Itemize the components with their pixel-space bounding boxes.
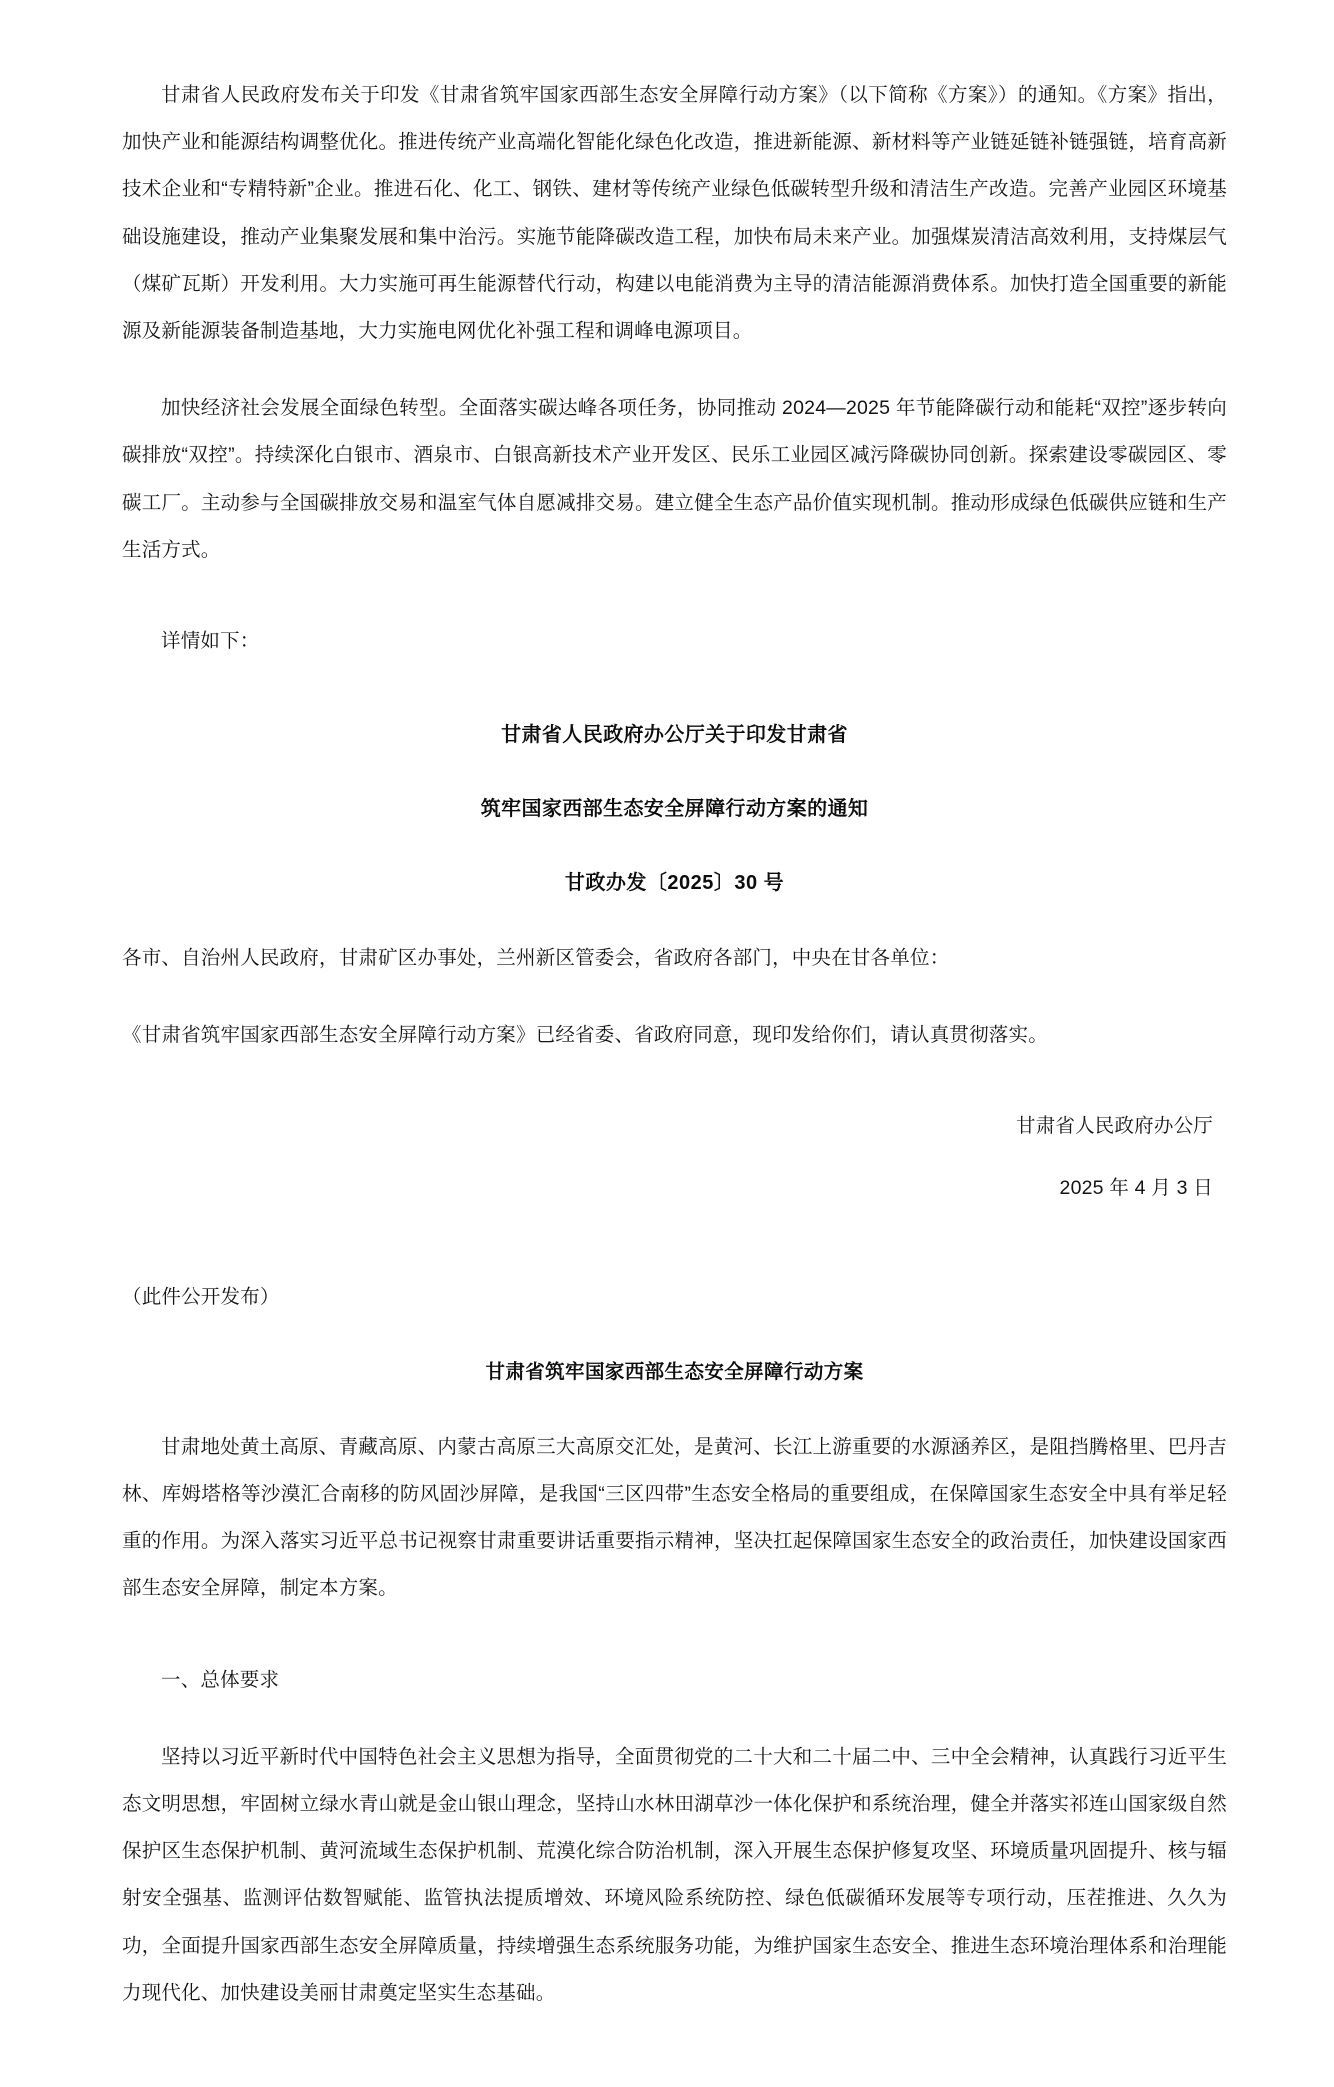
document-title-line-1: 甘肃省人民政府办公厅关于印发甘肃省 — [501, 724, 848, 747]
spacer — [122, 1212, 1227, 1274]
spacer — [122, 1394, 1227, 1424]
plan-title: 甘肃省筑牢国家西部生态安全屏障行动方案 — [485, 1361, 864, 1383]
signature-organization: 甘肃省人民政府办公厅 — [1015, 1115, 1213, 1138]
spacer — [122, 604, 1227, 618]
spacer — [122, 757, 1227, 787]
document-number: 甘政办发〔2025〕30 号 — [564, 872, 785, 895]
spacer — [122, 905, 1227, 935]
document-title-line-2: 筑牢国家西部生态安全屏障行动方案的通知 — [480, 798, 869, 821]
intro-paragraph-1: 甘肃省人民政府发布关于印发《甘肃省筑牢国家西部生态安全屏障行动方案》（以下简称《方案》）的通知。《方案》指出，加快产业和能源结构调整优化。推进传统产业高端化智能化绿色化改造，推进新能源、新材料等产业链延链补链强链，培育高新技术企业和“专精特新”企业。推进石化、化工、钢铁、建材等传统产业绿色低碳转型升级和清洁生产改造。完善产业园区环境基础设施建设，推动产业集聚发展和集中治污。实施节能降碳改造工程，加快布局未来产业。加强煤炭清洁高效利用，支持煤层气（煤矿瓦斯）开发利用。大力实施可再生能源替代行动，构建以电能消费为主导的清洁能源消费体系。加快打造全国重要的新能源及新能源装备制造基地，大力实施电网优化补强工程和调峰电源项目。 — [122, 84, 1227, 342]
details-label: 详情如下： — [161, 629, 260, 652]
spacer — [122, 1704, 1227, 1734]
document-body — [122, 72, 1227, 2017]
spacer — [122, 1643, 1227, 1657]
section-one-body: 坚持以习近平新时代中国特色社会主义思想为指导，全面贯彻党的二十大和二十届二中、三中全会精神，认真践行习近平生态文明思想，牢固树立绿水青山就是金山银山理念，坚持山水林田湖草沙一体化保护和系统治理，健全并落实祁连山国家级自然保护区生态保护机制、黄河流域生态保护机制、荒漠化综合防治机制，深入开展生态保护修复攻坚、环境质量巩固提升、核与辐射安全强基、监测评估数智赋能、监管执法提质增效、环境风险系统防控、绿色低碳循环发展等专项行动，压茬推进、久久为功，全面提升国家西部生态安全屏障质量，持续增强生态系统服务功能，为维护国家生态安全、推进生态环境治理体系和治理能力现代化、加快建设美丽甘肃奠定坚实生态基础。 — [122, 1745, 1227, 2004]
public-release-note: （此件公开发布） — [122, 1285, 280, 1308]
signature-date: 2025 年 4 月 3 日 — [1059, 1176, 1213, 1199]
intro-paragraph-2: 加快经济社会发展全面绿色转型。全面落实碳达峰各项任务，协同推动 2024—2025 年节能降碳行动和能耗“双控”逐步转向碳排放“双控”。持续深化白银市、酒泉市、白银高新技术产业开发区、民乐工业园区减污降碳协同创新。探索建设零碳园区、零碳工厂。主动参与全国碳排放交易和温室气体自愿减排交易。建立健全生态产品价值实现机制。推动形成绿色低碳供应链和生产生活方式。 — [122, 397, 1227, 561]
spacer — [122, 683, 1227, 713]
spacer — [122, 1321, 1227, 1351]
spacer — [122, 1089, 1227, 1103]
spacer — [122, 1151, 1227, 1165]
plan-introduction: 甘肃地处黄土高原、青藏高原、内蒙古高原三大高原交汇处，是黄河、长江上游重要的水源涵养区，是阻挡腾格里、巴丹吉林、库姆塔格等沙漠汇合南移的防风固沙屏障，是我国“三区四带”生态安全格局的重要组成，在保障国家生态安全中具有举足轻重的作用。为深入落实习近平总书记视察甘肃重要讲话重要指示精神，坚决扛起保障国家生态安全的政治责任，加快建设国家西部生态安全屏障，制定本方案。 — [122, 1435, 1227, 1600]
issuance-statement: 《甘肃省筑牢国家西部生态安全屏障行动方案》已经省委、省政府同意，现印发给你们，请认真贯彻落实。 — [122, 1024, 1048, 1047]
recipients-line: 各市、自治州人民政府，甘肃矿区办事处，兰州新区管委会，省政府各部门，中央在甘各单位： — [122, 947, 950, 970]
spacer — [122, 831, 1227, 861]
section-one-heading: 一、总体要求 — [161, 1668, 280, 1691]
